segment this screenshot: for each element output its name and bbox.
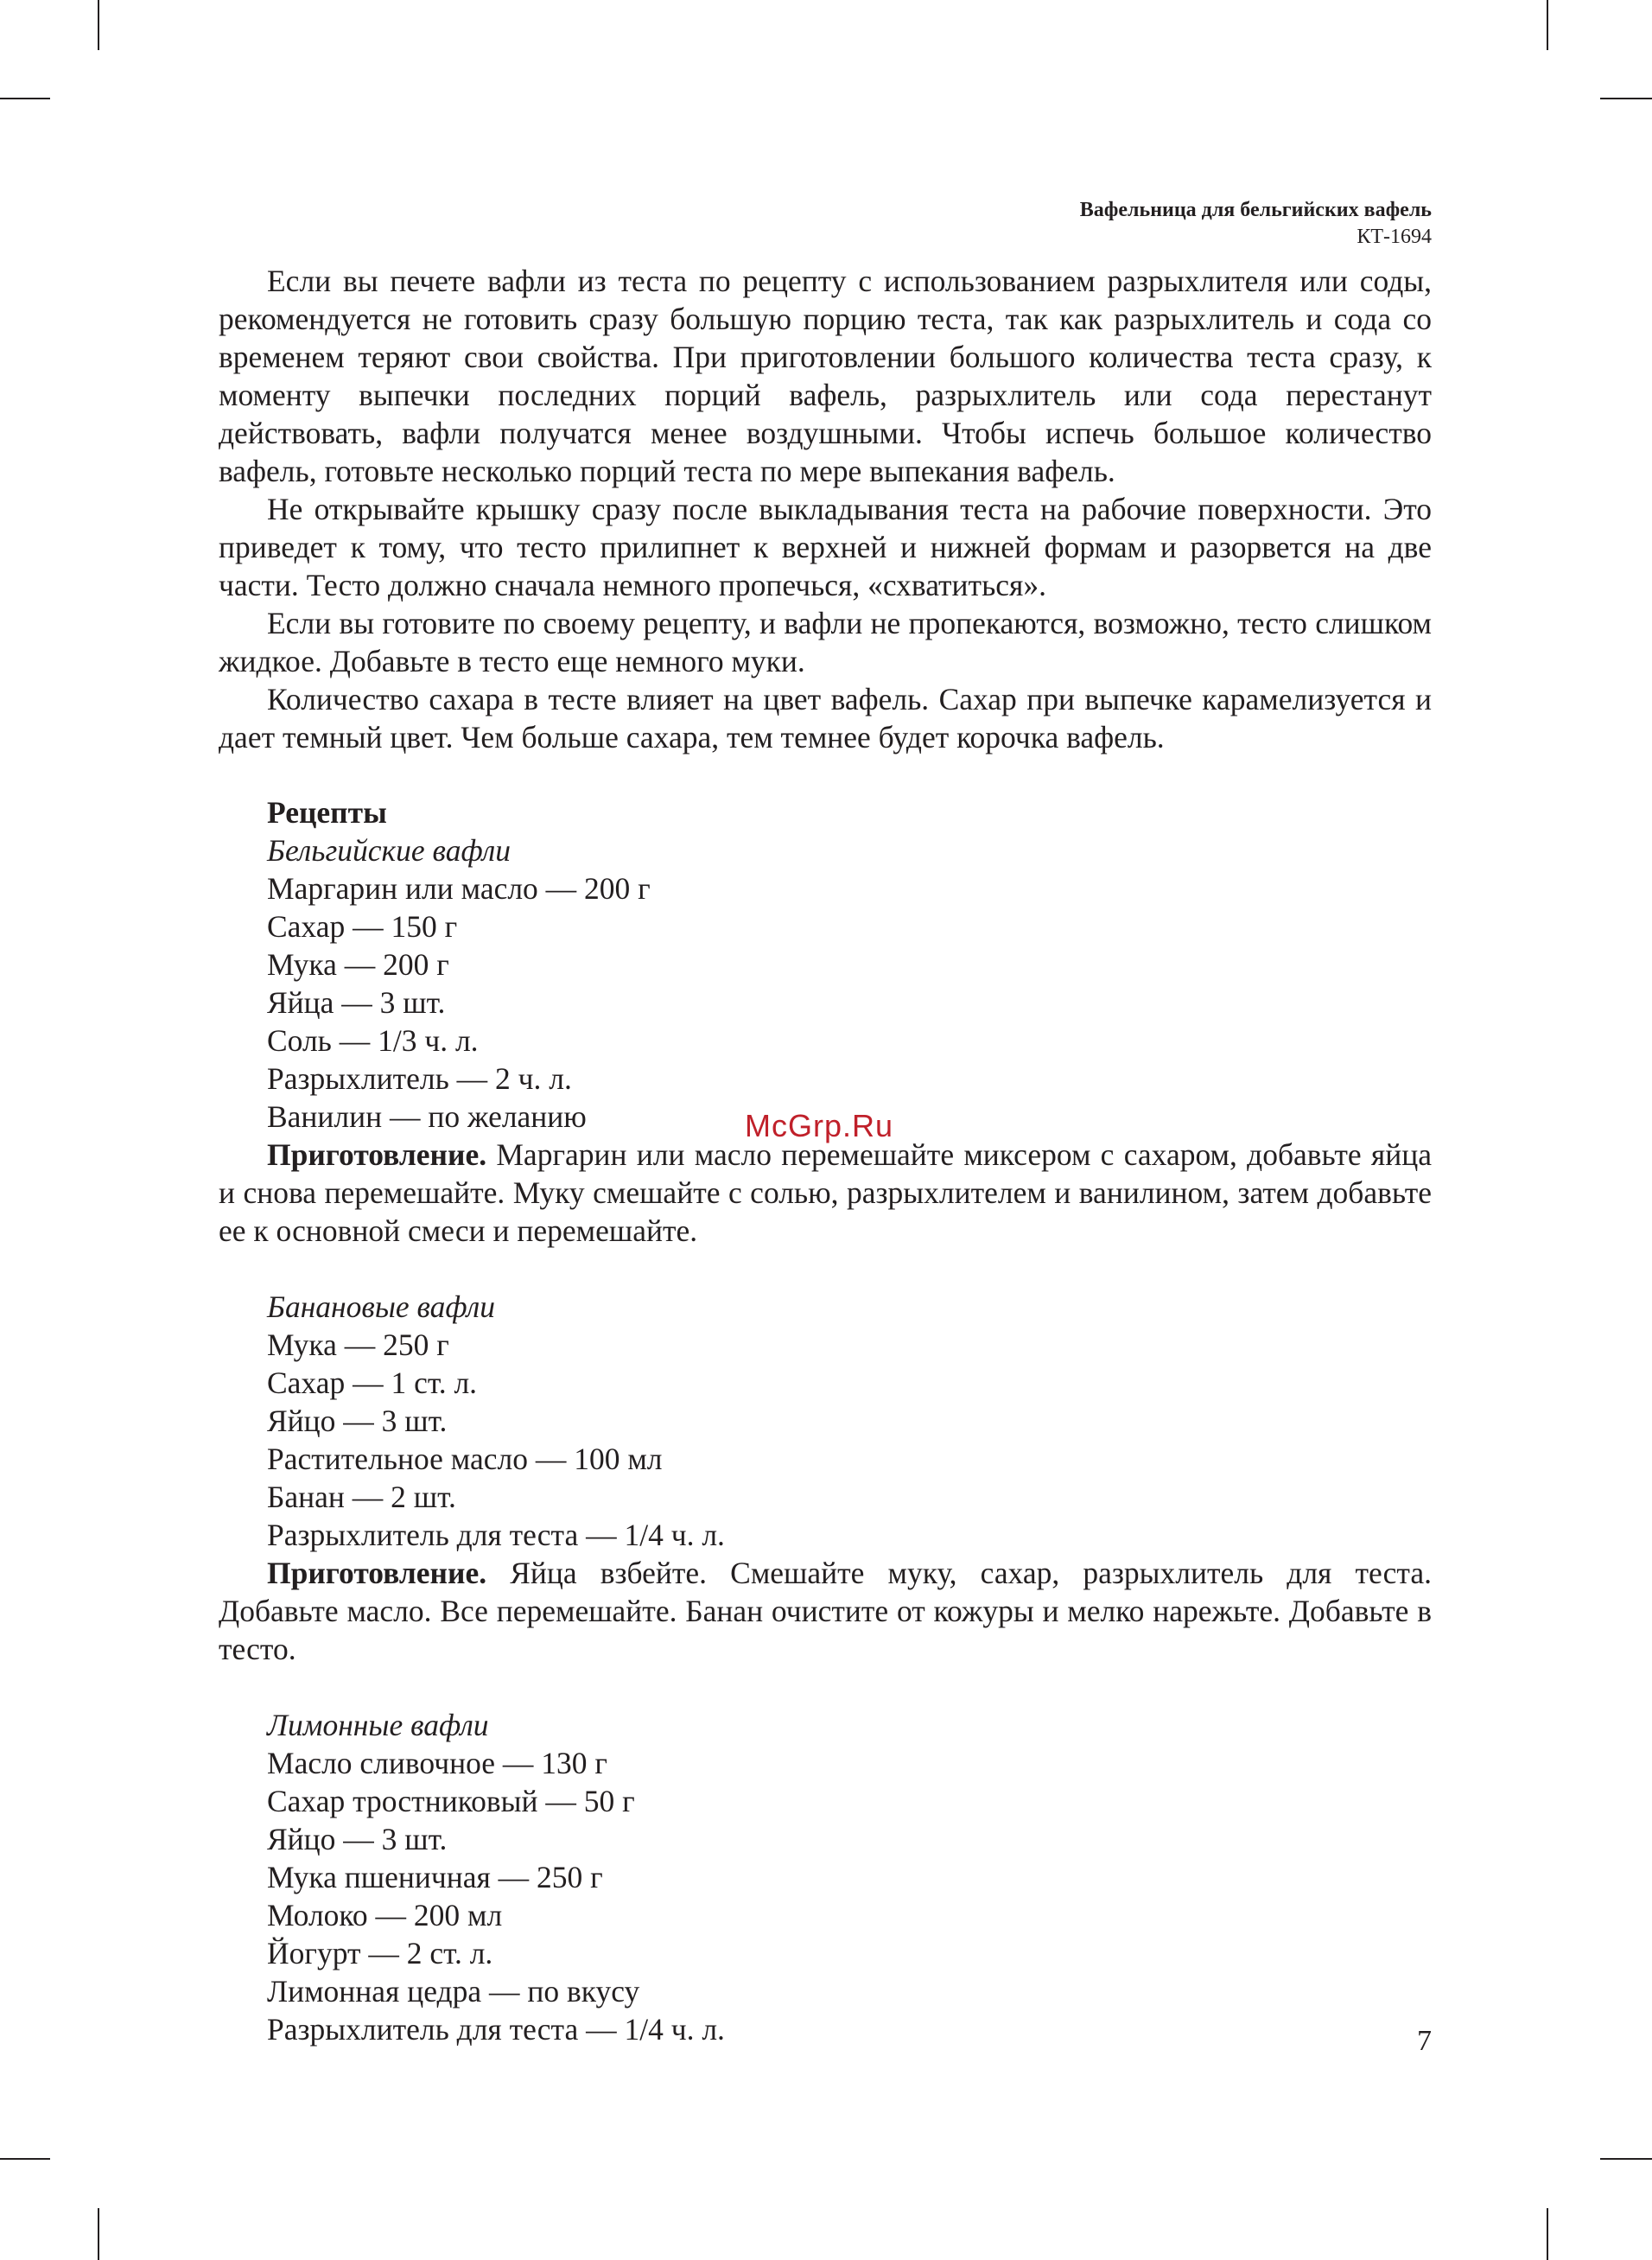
preparation-body: Маргарин или масло перемешайте миксером с сахаром, добавьте яйца и снова перемешайте. Муку смешайте с солью, разрыхлителем и ванилином, затем добавьте ее к основной смеси и перемешайте. [219, 1137, 1432, 1248]
paragraph: Если вы печете вафли из теста по рецепту с использованием разрыхлителя или соды, рекомендуется не готовить сразу большую порцию теста, так как разрыхлитель и сода со временем теряют свои свойства. При приготовлении большого количества теста сразу, к моменту выпечки последних порций вафель, разрыхлитель или сода перестанут действовать, вафли получатся менее воздушными. Чтобы испечь большое количество вафель, готовьте несколько порций теста по мере выпекания вафель. [219, 264, 1432, 488]
crop-mark [98, 2208, 99, 2260]
ingredient: Яйцо — 3 шт. [267, 1822, 448, 1856]
recipe-lemon [219, 1706, 1432, 2048]
crop-mark [1547, 0, 1548, 50]
recipe-belgian [219, 831, 1432, 1250]
ingredient: Ванилин — по желанию [267, 1099, 587, 1134]
recipe-title: Лимонные вафли [267, 1708, 489, 1742]
page-number: 7 [1417, 2025, 1432, 2057]
ingredient: Йогурт — 2 ст. л. [267, 1936, 493, 1970]
ingredient-list [219, 869, 1432, 1136]
ingredient: Банан — 2 шт. [267, 1480, 456, 1514]
ingredient: Лимонная цедра — по вкусу [267, 1974, 640, 2009]
ingredient: Яйца — 3 шт. [267, 985, 446, 1020]
recipe-banana [219, 1288, 1432, 1668]
preparation-text [219, 1554, 1432, 1668]
recipe-title: Банановые вафли [267, 1289, 495, 1324]
ingredient: Сахар — 150 г [267, 909, 458, 944]
crop-mark [98, 0, 99, 50]
ingredient: Мука — 200 г [267, 947, 449, 982]
recipe-title: Бельгийские вафли [267, 833, 511, 868]
paragraph: Количество сахара в тесте влияет на цвет вафель. Сахар при выпечке карамелизуется и дает темный цвет. Чем больше сахара, тем темнее будет корочка вафель. [219, 682, 1432, 754]
ingredient: Соль — 1/3 ч. л. [267, 1023, 479, 1058]
intro-text [219, 262, 1432, 756]
ingredient: Разрыхлитель — 2 ч. л. [267, 1061, 572, 1096]
ingredient: Сахар — 1 ст. л. [267, 1366, 478, 1400]
spacer [219, 1668, 1432, 1706]
ingredient: Разрыхлитель для теста — 1/4 ч. л. [267, 1518, 725, 1552]
recipes-heading: Рецепты [267, 795, 387, 830]
ingredient-list [219, 1744, 1432, 2048]
ingredient: Мука — 250 г [267, 1327, 449, 1362]
crop-mark [1547, 2208, 1548, 2260]
ingredient: Мука пшеничная — 250 г [267, 1860, 603, 1894]
preparation-body: Яйца взбейте. Смешайте муку, сахар, разрыхлитель для теста. Добавьте масло. Все перемешайте. Банан очистите от кожуры и мелко нарежьте. Добавьте в тесто. [219, 1556, 1432, 1666]
watermark: McGrp.Ru [745, 1108, 894, 1143]
running-header [1080, 197, 1432, 251]
ingredient: Разрыхлитель для теста — 1/4 ч. л. [267, 2012, 725, 2047]
ingredient: Растительное масло — 100 мл [267, 1442, 663, 1476]
preparation-label: Приготовление. [267, 1556, 487, 1590]
paragraph: Если вы готовите по своему рецепту, и вафли не пропекаются, возможно, тесто слишком жидкое. Добавьте в тесто еще немного муки. [219, 606, 1432, 678]
crop-mark [0, 98, 50, 99]
paragraph: Не открывайте крышку сразу после выкладывания теста на рабочие поверхности. Это приведет к тому, что тесто прилипнет к верхней и нижней формам и разорвется на две части. Тесто должно сначала немного пропечься, «схватиться». [219, 492, 1432, 602]
ingredient: Молоко — 200 мл [267, 1898, 503, 1932]
ingredient: Масло сливочное — 130 г [267, 1746, 607, 1780]
header-model: КТ-1694 [1357, 226, 1432, 248]
ingredient-list [219, 1326, 1432, 1554]
header-title: Вафельница для бельгийских вафель [1079, 199, 1432, 221]
ingredient: Маргарин или масло — 200 г [267, 871, 651, 906]
crop-mark [0, 2158, 50, 2160]
ingredient: Сахар тростниковый — 50 г [267, 1784, 635, 1818]
recipes-section [219, 793, 1432, 2048]
ingredient: Яйцо — 3 шт. [267, 1404, 448, 1438]
crop-mark [1600, 98, 1652, 99]
preparation-label: Приготовление. [267, 1137, 487, 1172]
preparation-text [219, 1136, 1432, 1250]
crop-mark [1600, 2158, 1652, 2160]
spacer [219, 1250, 1432, 1288]
